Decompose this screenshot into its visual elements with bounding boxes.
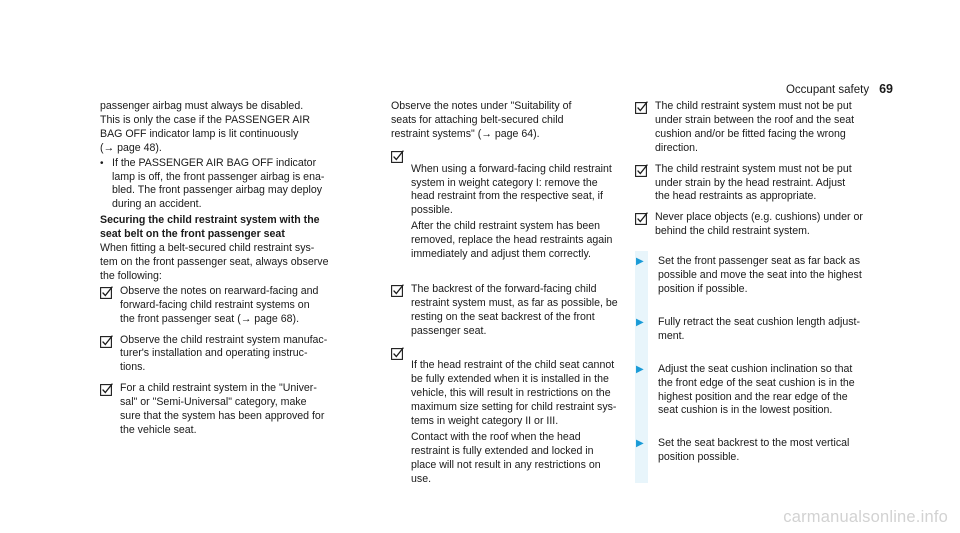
checklist-item — [391, 346, 623, 501]
instruction-step — [635, 363, 895, 419]
checklist-item — [100, 285, 355, 327]
checklist-item — [391, 283, 623, 339]
checklist-main-text: If the head restraint of the child seat cannot be fully extended when it is installed in the vehicle, this will result in restrictions on the maximum size setting for child restraint sys- tems in weight category II or III. — [411, 359, 617, 428]
checkbox-tick-icon — [635, 163, 655, 205]
checkbox-tick-icon — [635, 211, 655, 239]
instruction-steps — [635, 255, 895, 473]
checklist — [635, 100, 895, 239]
checklist-text: The backrest of the forward-facing child restraint system must, as far as possible, be resting on the seat backrest of the front passenger seat. — [411, 282, 618, 337]
checklist-text: The child restraint system must not be put under strain between the roof and the seat cushion and/or be fitted facing the wrong direction. — [655, 100, 855, 154]
checklist-item — [100, 382, 355, 438]
checklist-text: Observe the child restraint system manufac- turer's installation and operating instruc- tions. — [120, 333, 328, 374]
checklist-text — [411, 149, 612, 276]
triangle-right-icon: ▶ — [636, 316, 644, 328]
checklist-item — [635, 100, 895, 156]
checklist-item — [635, 211, 895, 239]
checklist-item — [100, 334, 355, 376]
checkbox-tick-icon — [391, 149, 411, 276]
checklist — [391, 149, 623, 501]
bullet-icon: • — [100, 157, 104, 169]
watermark: carmanualsonline.info — [783, 508, 948, 526]
step-text: Adjust the seat cushion inclination so that the front edge of the seat cushion is in the highest position and the rear edge of the seat cushion is in the lowest position. — [658, 362, 855, 417]
instruction-step — [635, 255, 895, 297]
checklist — [100, 285, 355, 438]
checklist-text: For a child restraint system in the "Univer- sal" or "Semi-Universal" category, make sure that the system has been approved for the vehicle seat. — [120, 382, 325, 436]
column-middle — [391, 100, 623, 500]
instruction-step — [635, 316, 895, 344]
checklist-item — [635, 163, 895, 205]
checkbox-tick-icon — [391, 283, 411, 339]
checkbox-tick-icon — [100, 285, 120, 327]
checkbox-tick-icon — [100, 334, 120, 376]
page-header — [786, 82, 893, 96]
step-text: Set the front passenger seat as far back as possible and move the seat into the highest position if possible. — [658, 255, 862, 295]
checklist-main-text: When using a forward-facing child restraint system in weight category I: remove the head restraint from the respective seat, if possible. — [411, 162, 612, 217]
checkbox-tick-icon — [100, 382, 120, 438]
checklist-item — [391, 149, 623, 276]
checklist-text — [411, 346, 616, 501]
triangle-right-icon: ▶ — [636, 363, 644, 375]
body-paragraph: When fitting a belt-secured child restraint sys- tem on the front passenger seat, always observe the following: — [100, 242, 329, 282]
column-left — [100, 100, 355, 438]
checkbox-tick-icon — [391, 346, 411, 501]
step-text: Set the seat backrest to the most vertical position possible. — [658, 437, 850, 464]
checklist-note: After the child restraint system has been removed, replace the head restraints again immediately and adjust them correctly. — [411, 220, 613, 261]
triangle-right-icon: ▶ — [636, 256, 644, 268]
checklist-text: Never place objects (e.g. cushions) under or behind the child restraint system. — [655, 211, 863, 238]
instruction-step — [635, 437, 895, 465]
step-text: Fully retract the seat cushion length adjust- ment. — [658, 315, 860, 342]
bullet-item — [100, 157, 355, 213]
bullet-text: If the PASSENGER AIR BAG OFF indicator lamp is off, the front passenger airbag is ena- bled. The front passenger airbag may deploy during an accident. — [112, 156, 325, 211]
checklist-note: Contact with the roof when the head restraint is fully extended and locked in place will not result in any restrictions on use. — [411, 430, 601, 485]
intro-paragraph: passenger airbag must always be disabled. This is only the case if the PASSENGER AIR BAG OFF indicator lamp is lit continuously (→ page 48). — [100, 100, 310, 154]
triangle-right-icon: ▶ — [636, 438, 644, 450]
intro-paragraph: Observe the notes under "Suitability of seats for attaching belt-secured child restraint systems" (→ page 64). — [391, 100, 572, 140]
checklist-text: The child restraint system must not be put under strain by the head restraint. Adjust the head restraints as appropriate. — [655, 162, 852, 203]
section-title: Occupant safety — [785, 84, 870, 96]
checkbox-tick-icon — [635, 100, 655, 156]
page-number: 69 — [879, 82, 893, 96]
column-right — [635, 100, 895, 473]
checklist-text: Observe the notes on rearward-facing and forward-facing child restraint systems on the front passenger seat (→ page 68). — [120, 284, 319, 325]
section-heading: Securing the child restraint system with the seat belt on the front passenger seat — [100, 214, 320, 241]
